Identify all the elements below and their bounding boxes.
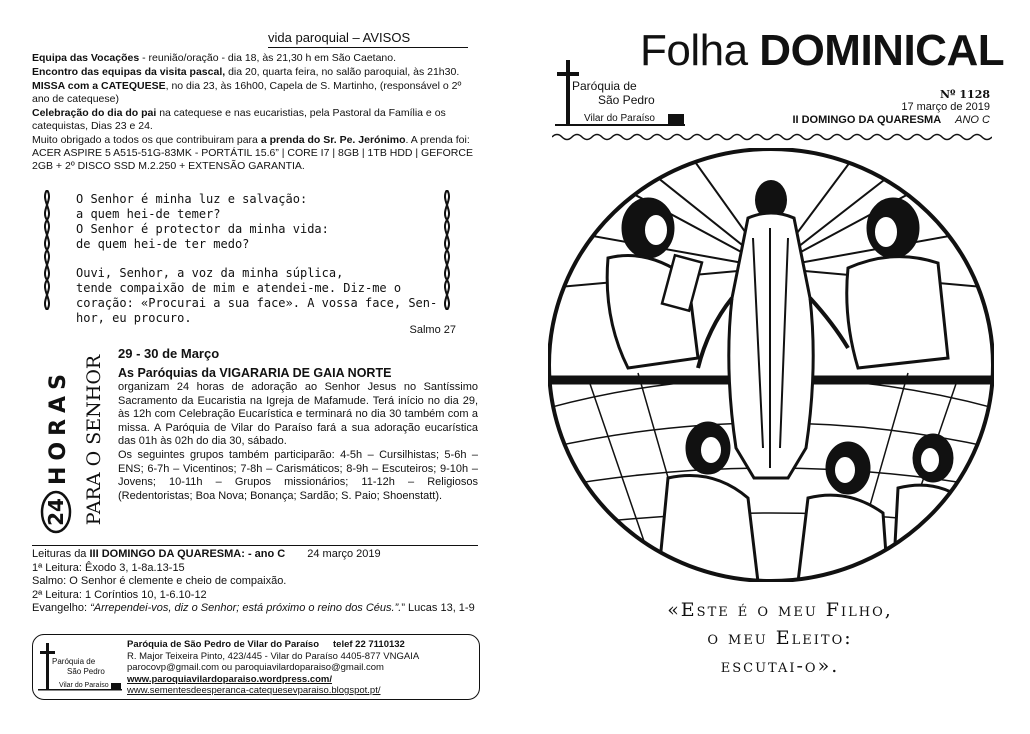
aviso-item: Muito obrigado a todos os que contribuiram para a prenda do Sr. Pe. Jerónimo. A prenda foi: ACER ASPIRE 5 A515-51G-83MK - PORTÁTIL 15.6” | CORE I7 | 8GB | 1TB HDD | GEFORCE 2GB + 2º DISCO SSD M.2.250 + EXTENSÃO GARANTIA.	[32, 134, 473, 172]
contact-text	[127, 639, 419, 697]
event-text	[118, 381, 478, 503]
celtic-knot-left	[40, 190, 54, 310]
avisos-list	[32, 52, 480, 174]
transfiguration-window-image	[548, 148, 994, 582]
psalm-reference: Salmo 27	[409, 324, 456, 336]
parish-logo-header	[552, 58, 687, 130]
avisos-title: vida paroquial – AVISOS	[268, 30, 411, 45]
reading-gospel: Evangelho: “Arrependei-vos, diz o Senhor; está próximo o reino dos Céus.”.” Lucas 13, 1-9	[32, 602, 475, 615]
issue-sunday: II DOMINGO DA QUARESMA ANO C	[792, 114, 990, 126]
reading-psalm: Salmo: O Senhor é clemente e cheio de compaixão.	[32, 575, 287, 588]
reading-1: 1ª Leitura: Êxodo 3, 1-8a.13-15	[32, 561, 185, 574]
reading-2: 2ª Leitura: 1 Coríntios 10, 1-6.10-12	[32, 588, 207, 601]
parish-address: R. Major Teixeira Pinto, 423/445 - Vilar do Paraíso 4405-877 VNGAIA	[127, 650, 420, 662]
masthead: Folha DOMINICAL	[640, 26, 1005, 75]
event-paragraph-1: organizam 24 horas de adoração ao Senhor Jesus no Santíssimo Sacramento da Eucaristia na Igreja de Mafamude. Terá início no dia 29, às 12h com Celebração Eucarística e terminará no dia 30 também com a missa. A Paróquia de Vilar do Paraíso fará a sua adoração eucarística das 01h às 02h do dia 30, sábado.	[118, 381, 478, 448]
contact-box	[32, 634, 480, 700]
readings-section	[32, 548, 478, 616]
catechesis-blog-link[interactable]: www.sementesdeesperanca-catequesevparaiso.blogspot.pt/	[127, 685, 381, 696]
svg-text:Vilar do Paraíso: Vilar do Paraíso	[59, 682, 109, 689]
aviso-item: MISSA com a CATEQUESE, no dia 23, às 16h00, Capela de S. Martinho, (responsável o 2º ano de catequese)	[32, 80, 462, 105]
event-dates: 29 - 30 de Março	[118, 346, 220, 361]
svg-text:Paróquia de: Paróquia de	[572, 79, 637, 93]
psalm-stanza-1: O Senhor é minha luz e salvação: a quem hei-de temer? O Senhor é protector da minha vida: de quem hei-de ter medo?	[76, 192, 329, 251]
aviso-item: Encontro das equipas da visita pascal, dia 20, quarta feira, no salão paroquial, às 21h30.	[32, 66, 460, 78]
banner-number: 24	[44, 498, 68, 526]
parish-website-link[interactable]: www.paroquiavilardoparaiso.wordpress.com/	[127, 673, 333, 685]
avisos-rule	[268, 47, 468, 48]
gospel-quote: «Este é o meu Filho, o meu Eleito: escutai-o».	[667, 599, 893, 677]
svg-text:São Pedro: São Pedro	[598, 93, 655, 107]
parish-logo	[37, 639, 123, 695]
readings-header: Leituras da III DOMINGO DA QUARESMA: - ano C 24 março 2019	[32, 548, 381, 560]
issue-date: 17 março de 2019	[901, 101, 990, 113]
event-paragraph-2: Os seguintes grupos também participarão: 4-5h – Cursilhistas; 5-6h – ENS; 6-7h – Vicentinos; 7-8h – Carismáticos; 8-9h – Escuteiros; 9-10h – Jovens; 10-11h – Grupos missionários; 11-12h – Religiosos (Redentoristas; Boa Nova; Bonança; Sardão; S. Paio; Shoenstatt).	[118, 448, 478, 502]
issue-info	[760, 88, 990, 127]
event-title: As Paróquias da VIGARARIA DE GAIA NORTE	[118, 366, 392, 380]
readings-rule	[32, 545, 478, 546]
parish-name: Paróquia de São Pedro de Vilar do Paraíso	[127, 639, 319, 650]
banner-hours: HORAS	[46, 368, 71, 485]
issue-number: Nº 1128	[940, 88, 990, 101]
parish-emails[interactable]: parocovp@gmail.com ou paroquiavilardoparaiso@gmail.com	[127, 662, 384, 673]
svg-text:São Pedro: São Pedro	[67, 667, 105, 676]
aviso-item: Equipa das Vocações - reunião/oração - dia 18, às 21,30 h em São Caetano.	[32, 52, 397, 64]
psalm-stanza-2: Ouvi, Senhor, a voz da minha súplica, tende compaixão de mim e atendei-me. Diz-me o coração: «Procurai a sua face». A vossa face, Sen- hor, eu procuro.	[76, 266, 438, 325]
hours-banner	[30, 340, 110, 540]
banner-lord: PARA O SENHOR	[83, 354, 105, 526]
svg-text:Vilar do Paraíso: Vilar do Paraíso	[584, 113, 655, 124]
aviso-item: Celebração do dia do pai na catequese e nas eucaristias, pela Pastoral da Família e os catequistas, Dias 23 e 24.	[32, 107, 446, 132]
psalm-box	[36, 186, 466, 346]
svg-text:Paróquia de: Paróquia de	[52, 657, 96, 666]
wavy-divider	[552, 132, 992, 142]
parish-phone: telef 22 7110132	[333, 639, 405, 650]
